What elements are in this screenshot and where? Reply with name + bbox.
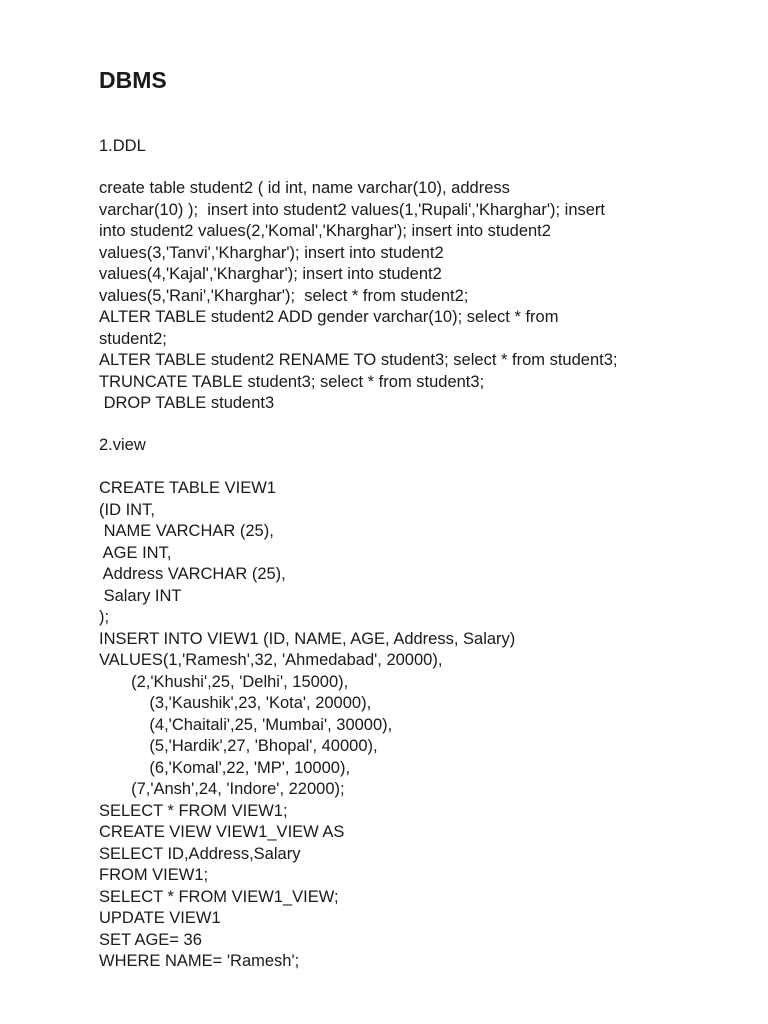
code-line: FROM VIEW1; (99, 866, 209, 884)
document-title: DBMS (99, 67, 167, 93)
code-line: (7,'Ansh',24, 'Indore', 22000); (99, 780, 345, 798)
code-line: SELECT ID,Address,Salary (99, 844, 301, 863)
code-line: Salary INT (99, 586, 182, 605)
code-line: SELECT * FROM VIEW1_VIEW; (99, 887, 339, 906)
code-line: (6,'Komal',22, 'MP', 10000), (99, 758, 351, 777)
code-line: (4,'Chaitali',25, 'Mumbai', 30000), (99, 715, 393, 734)
code-line: (ID INT, (99, 500, 155, 519)
code-line: values(4,'Kajal','Kharghar'); insert into student2 (99, 265, 442, 283)
section-view-body (99, 478, 515, 973)
code-line: CREATE TABLE VIEW1 (99, 479, 276, 497)
code-line: SELECT * FROM VIEW1; (99, 801, 288, 820)
code-line: ALTER TABLE student2 ADD gender varchar(10); select * from (99, 308, 559, 326)
code-line: (5,'Hardik',27, 'Bhopal', 40000), (99, 737, 378, 755)
code-line: varchar(10) ); insert into student2 values(1,'Rupali','Kharghar'); insert (99, 200, 605, 219)
code-line: SET AGE= 36 (99, 930, 202, 949)
code-line: WHERE NAME= 'Ramesh'; (99, 952, 300, 970)
code-line: ALTER TABLE student2 RENAME TO student3; select * from student3; (99, 351, 618, 369)
code-line: CREATE VIEW VIEW1_VIEW AS (99, 823, 345, 841)
code-line: UPDATE VIEW1 (99, 909, 221, 927)
section-view-heading: 2.view (99, 436, 146, 454)
code-line: create table student2 ( id int, name varchar(10), address (99, 179, 510, 197)
code-line: AGE INT, (99, 543, 172, 562)
code-line: VALUES(1,'Ramesh',32, 'Ahmedabad', 20000), (99, 651, 443, 669)
code-line: (3,'Kaushik',23, 'Kota', 20000), (99, 694, 372, 712)
code-line: values(5,'Rani','Kharghar'); select * from student2; (99, 286, 469, 305)
code-line: NAME VARCHAR (25), (99, 522, 274, 540)
code-line: Address VARCHAR (25), (99, 565, 286, 583)
code-line: (2,'Khushi',25, 'Delhi', 15000), (99, 672, 349, 691)
code-line: into student2 values(2,'Komal','Kharghar'); insert into student2 (99, 222, 551, 240)
section-ddl-body (99, 178, 617, 415)
section-ddl-heading: 1.DDL (99, 137, 146, 155)
code-line: DROP TABLE student3 (99, 394, 275, 412)
code-line: student2; (99, 329, 167, 348)
code-line: ); (99, 608, 110, 626)
code-line: TRUNCATE TABLE student3; select * from student3; (99, 372, 485, 391)
code-line: INSERT INTO VIEW1 (ID, NAME, AGE, Address, Salary) (99, 629, 516, 648)
code-line: values(3,'Tanvi','Kharghar'); insert into student2 (99, 243, 444, 262)
